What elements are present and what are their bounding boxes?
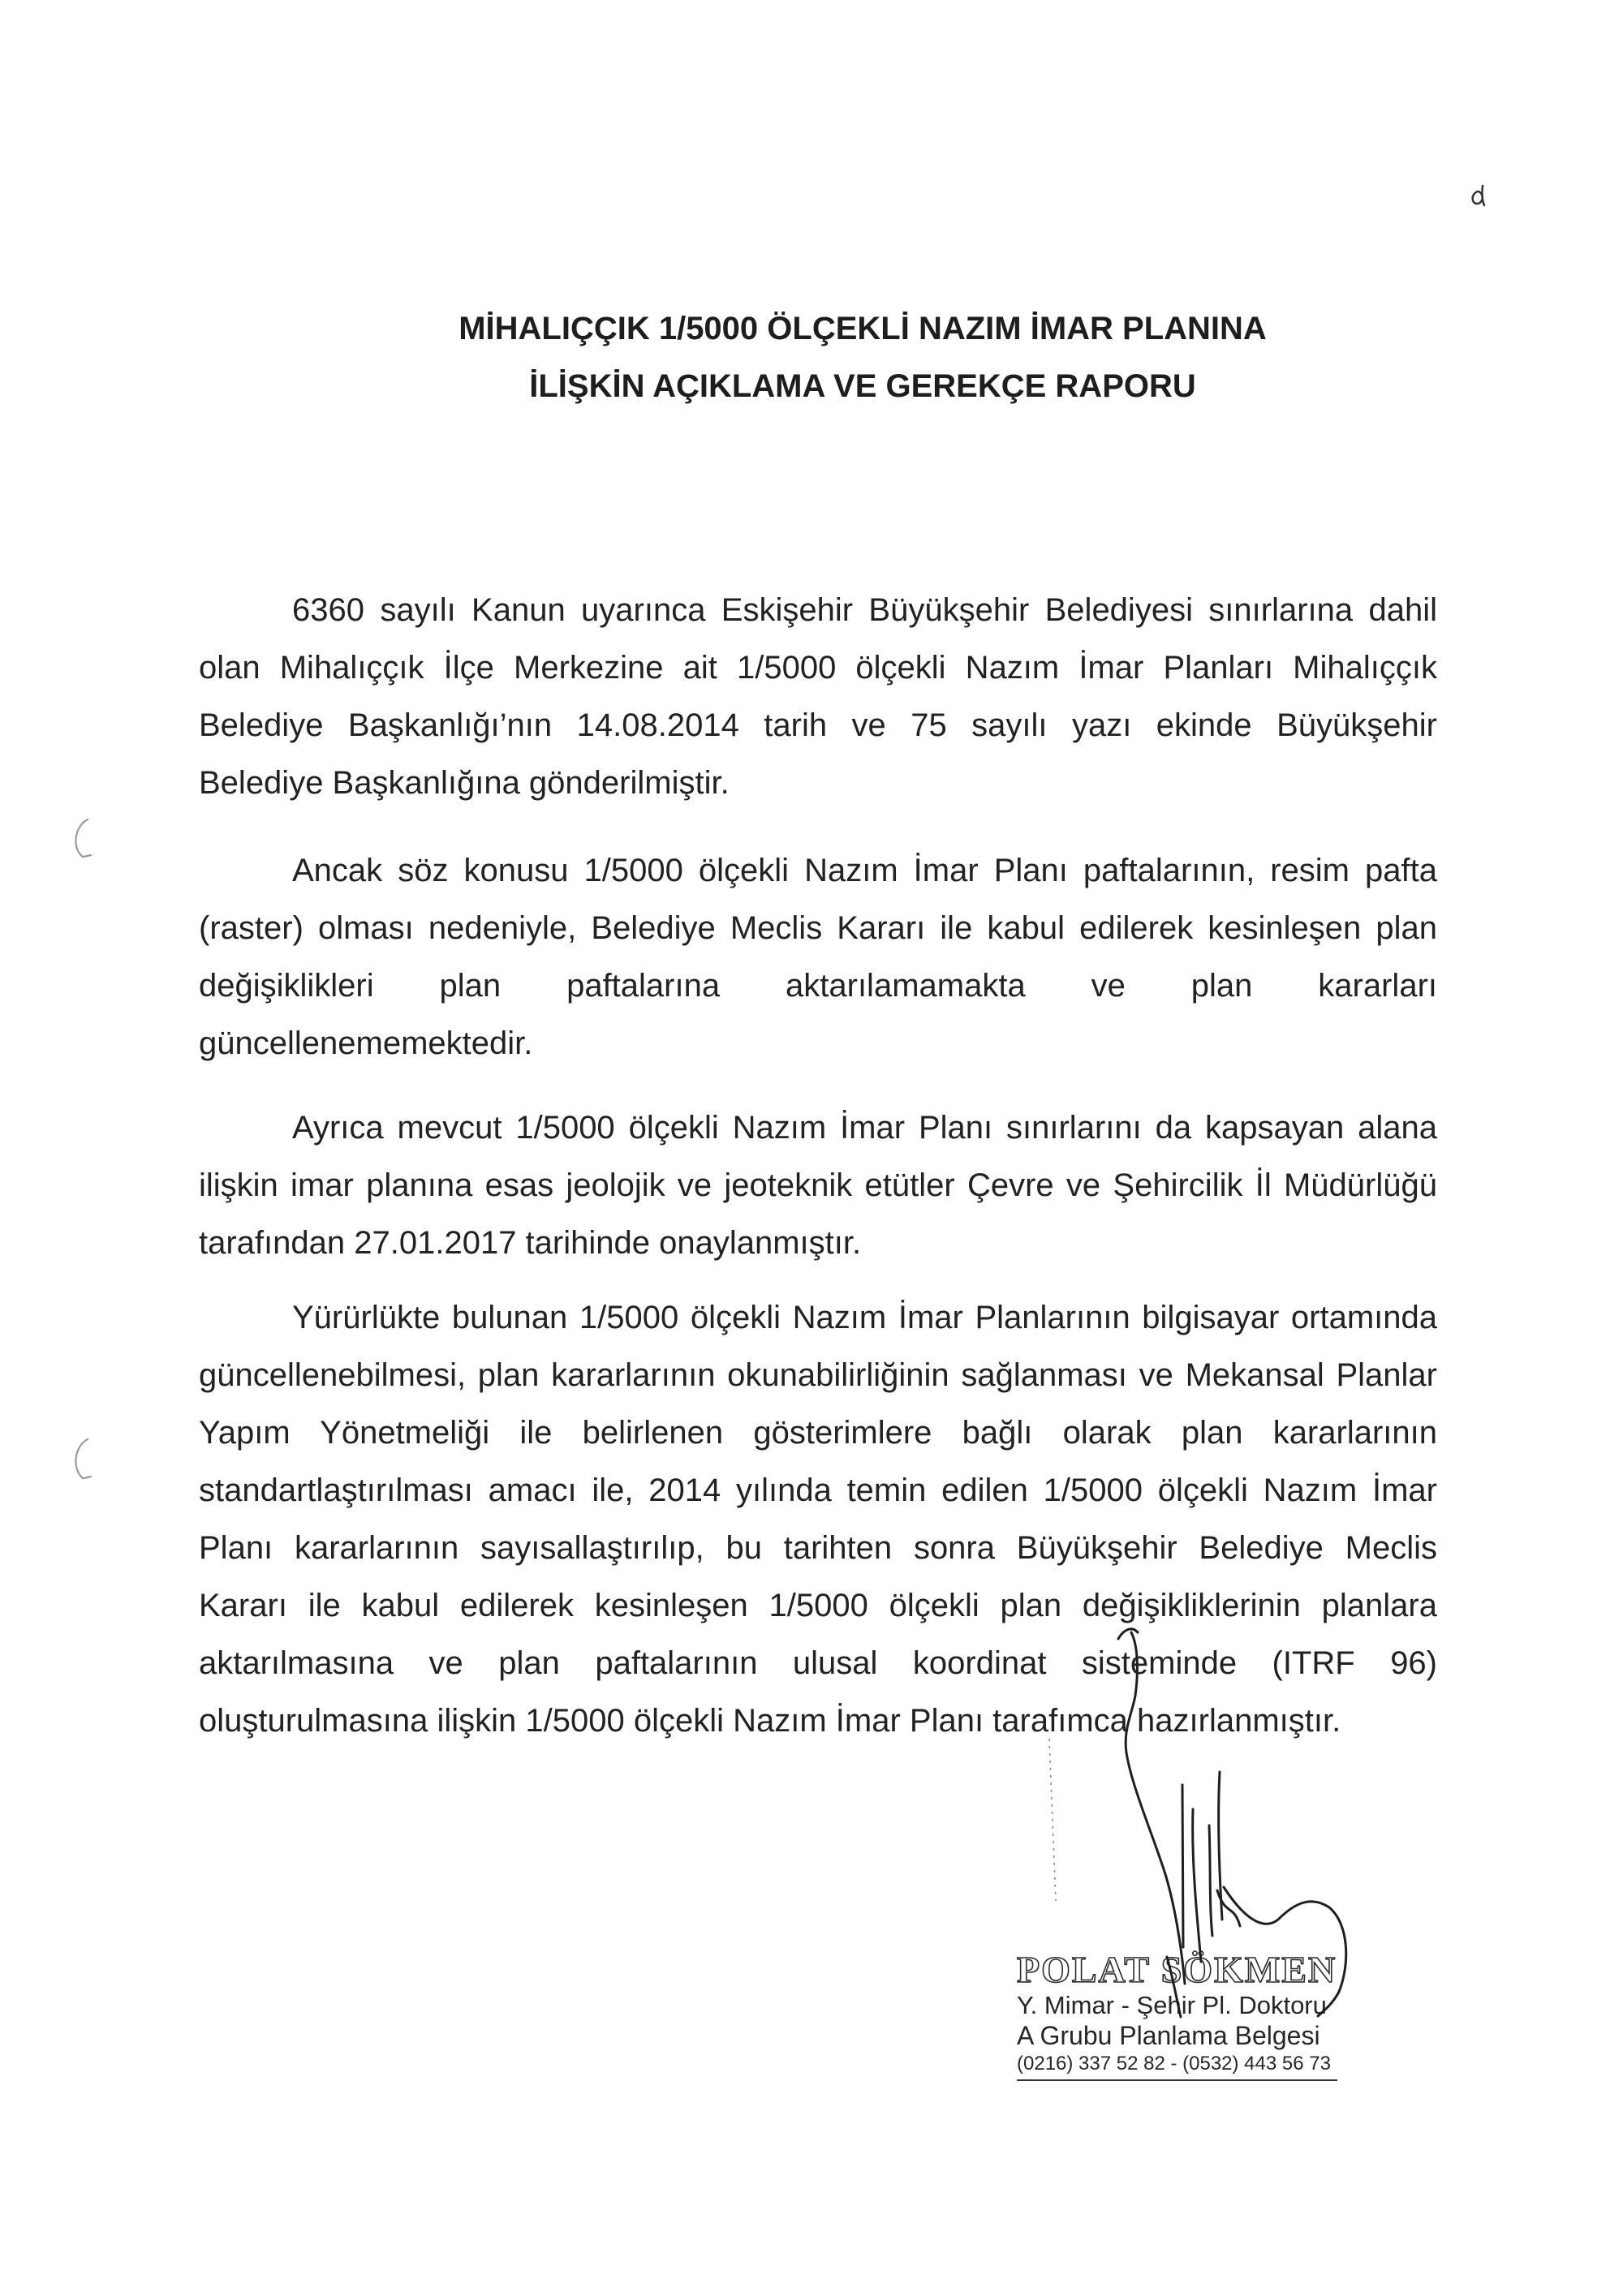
paragraph-line: değişiklikleri plan paftalarına aktarılamamakta ve plan kararları [199, 968, 1437, 1004]
title-line-2: İLİŞKİN AÇIKLAMA VE GEREKÇE RAPORU [529, 368, 1196, 404]
paragraph-line: Ancak söz konusu 1/5000 ölçekli Nazım İmar Planı paftalarının, resim pafta [292, 853, 1437, 888]
paragraph-line: oluşturulmasına ilişkin 1/5000 ölçekli Nazım İmar Planı tarafımca hazırlanmıştır. [199, 1703, 1341, 1739]
punch-hole-mark [75, 819, 91, 857]
paragraph-line: tarafından 27.01.2017 tarihinde onaylanmıştır. [199, 1225, 862, 1261]
paragraph-line: 6360 sayılı Kanun uyarınca Eskişehir Büyükşehir Belediyesi sınırlarına dahil [292, 592, 1437, 628]
paragraph-line: Planı kararlarının sayısallaştırılıp, bu tarihten sonra Büyükşehir Belediye Meclis [199, 1530, 1437, 1566]
signature-stamp [1017, 1950, 1341, 2081]
paragraph-line: standartlaştırılması amacı ile, 2014 yılında temin edilen 1/5000 ölçekli Nazım İmar [199, 1473, 1437, 1508]
paragraph-1 [199, 582, 1437, 812]
punch-hole-mark [75, 1439, 91, 1478]
stamp-title: Y. Mimar - Şehir Pl. Doktoru [1017, 1991, 1327, 2019]
paragraph-4 [199, 1289, 1437, 1750]
paragraph-line: Belediye Başkanlığı’nın 14.08.2014 tarih ve 75 sayılı yazı ekinde Büyükşehir [199, 707, 1437, 743]
title-line-1: MİHALIÇÇIK 1/5000 ÖLÇEKLİ NAZIM İMAR PLANINA [458, 311, 1267, 346]
paragraph-line: ilişkin imar planına esas jeolojik ve jeoteknik etütler Çevre ve Şehircilik İl Müdürlüğü [199, 1167, 1437, 1203]
paragraph-line: Belediye Başkanlığına gönderilmiştir. [199, 765, 730, 801]
paragraph-line: Kararı ile kabul edilerek kesinleşen 1/5000 ölçekli plan değişikliklerinin planlara [199, 1588, 1437, 1623]
stamp-name: POLAT SÖKMEN [1017, 1949, 1337, 1990]
paragraph-line: Yürürlükte bulunan 1/5000 ölçekli Nazım İmar Planlarının bilgisayar ortamında [292, 1300, 1437, 1335]
paragraph-2 [199, 842, 1437, 1073]
paragraph-line: (raster) olması nedeniyle, Belediye Meclis Kararı ile kabul edilerek kesinleşen plan [199, 910, 1437, 946]
paragraph-line: aktarılmasına ve plan paftalarının ulusal koordinat sisteminde (ITRF 96) [199, 1645, 1437, 1681]
stamp-underline [1017, 2079, 1337, 2081]
corner-mark [1473, 186, 1484, 205]
paragraph-line: olan Mihalıççık İlçe Merkezine ait 1/5000 ölçekli Nazım İmar Planları Mihalıççık [199, 650, 1437, 686]
stamp-certificate: A Grubu Planlama Belgesi [1017, 2021, 1320, 2050]
paragraph-line: Yapım Yönetmeliği ile belirlenen gösterimlere bağlı olarak plan kararlarının [199, 1415, 1437, 1451]
signature-guide-line [1049, 1739, 1056, 1901]
paragraph-line: Ayrıca mevcut 1/5000 ölçekli Nazım İmar Planı sınırlarını da kapsayan alana [292, 1110, 1437, 1146]
stamp-phones: (0216) 337 52 82 - (0532) 443 56 73 [1017, 2053, 1331, 2075]
paragraph-3 [199, 1099, 1437, 1272]
paragraph-line: güncellenebilmesi, plan kararlarının okunabilirliğinin sağlanması ve Mekansal Planlar [199, 1357, 1437, 1393]
paragraph-line: güncellenememektedir. [199, 1025, 533, 1061]
document-title [265, 300, 1461, 415]
